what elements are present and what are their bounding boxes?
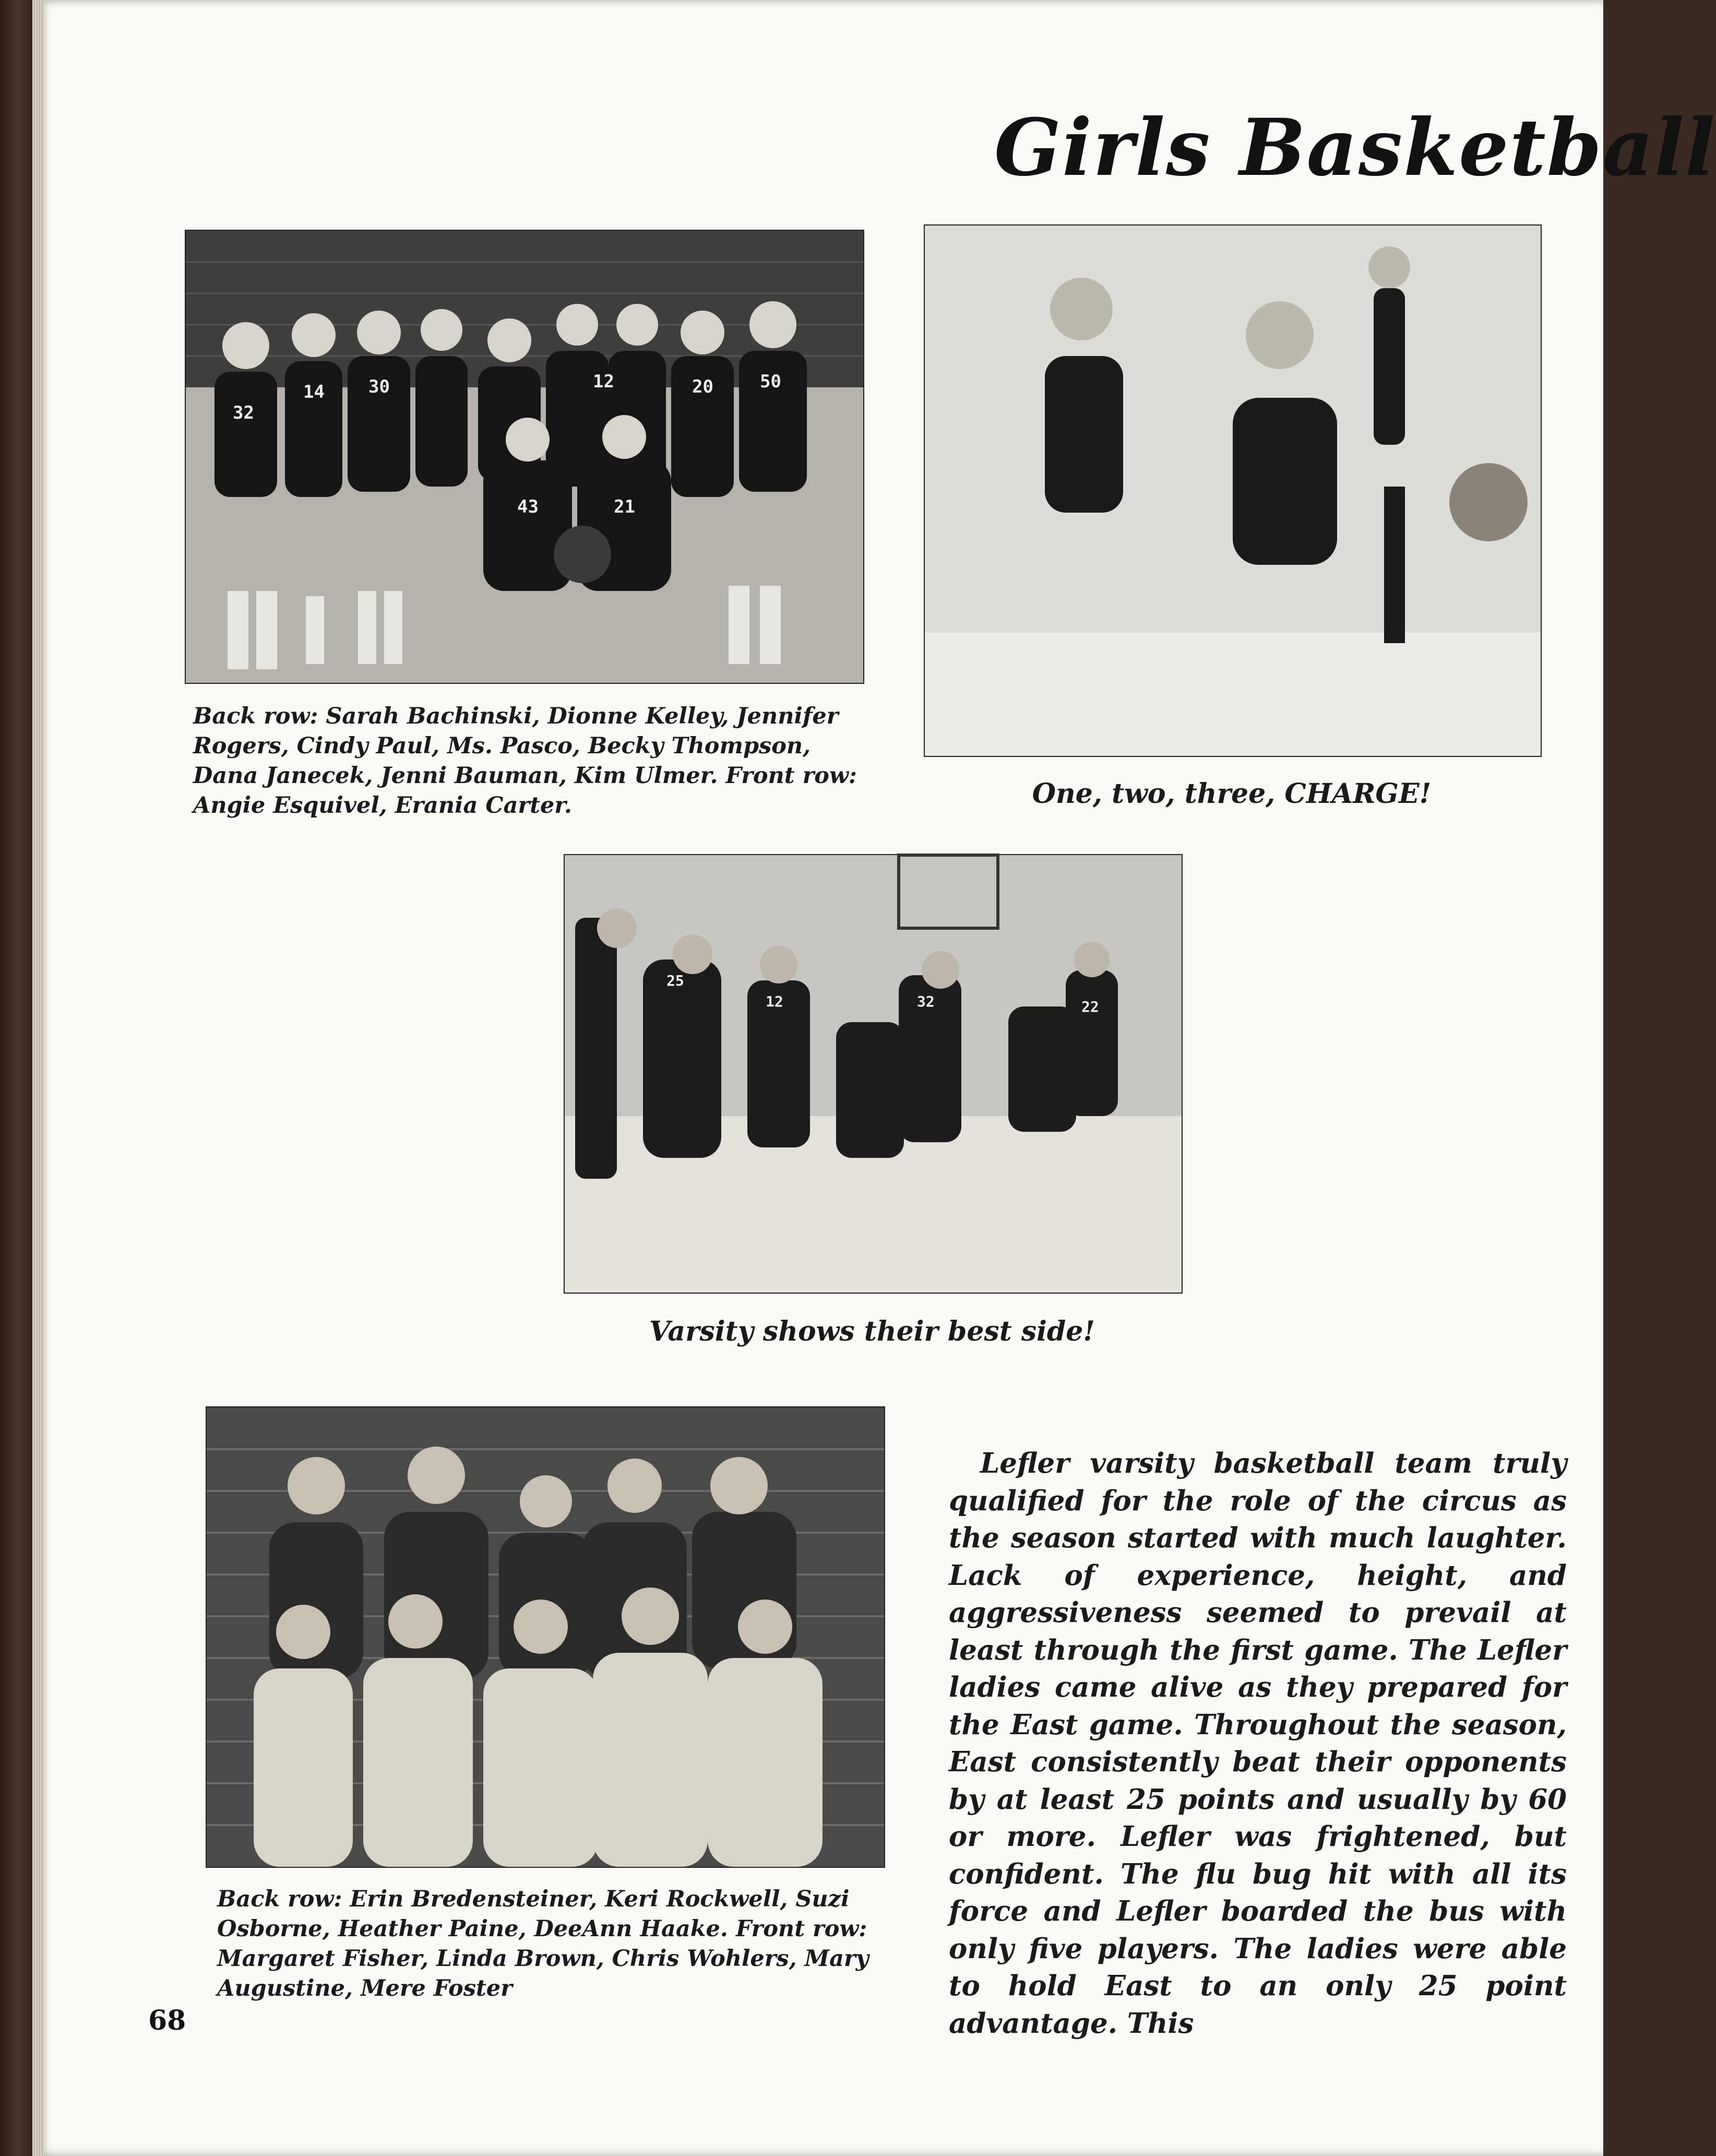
page-number: 68 [148,2005,186,2036]
jersey-number: 32 [233,402,254,423]
group-photo-caption: Back row: Erin Bredensteiner, Keri Rockwell, Suzi Osborne, Heather Paine, DeeAnn Haake. Front row: Margaret Fisher, Linda Brown, Chris Wohlers, Mary Augustine, Mere Foster [217,1886,869,2001]
jersey-number: 30 [368,376,390,397]
action-photo [924,224,1542,757]
jersey-number: 12 [766,993,783,1010]
jersey-number: 20 [692,376,713,397]
team-photo [185,230,864,684]
varsity-photo [564,854,1183,1294]
page-edges [32,0,44,2156]
book-spine [0,0,37,2156]
jersey-number: 43 [517,496,539,517]
jersey-number: 32 [917,993,935,1010]
action-photo-caption: One, two, three, CHARGE! [1032,778,1432,810]
jersey-number: 21 [614,496,635,517]
team-photo-caption: Back row: Sarah Bachinski, Dionne Kelley, Jennifer Rogers, Cindy Paul, Ms. Pasco, Becky Thompson, Dana Janecek, Jenni Bauman, Kim Ulmer. Front row: Angie Esquivel, Erania Carter. [193,703,857,819]
group-photo [206,1406,885,1868]
jersey-number: 25 [666,972,684,989]
jersey-number: 12 [593,371,614,392]
page-title: Girls Basketball [994,102,1716,194]
jersey-number: 14 [303,382,325,402]
article-body: Lefler varsity basketball team truly qualified for the role of the circus as the season started with much laughter. Lack of experience, height, and aggressiveness seemed to prevail at least through the first game. The Lefler ladies came alive as they prepared for the East game. Throughout the season, East consistently beat their opponents by at least 25 points and usually by 60 or more. Lefler was frightened, but confident. The flu bug hit with all its force and Lefler boarded the bus with only five players. The ladies were able to hold East to an only 25 point advantage. This [949,1447,1567,2040]
jersey-number: 22 [1081,998,1099,1015]
varsity-photo-caption: Varsity shows their best side! [649,1316,1095,1347]
jersey-number: 50 [760,371,781,392]
